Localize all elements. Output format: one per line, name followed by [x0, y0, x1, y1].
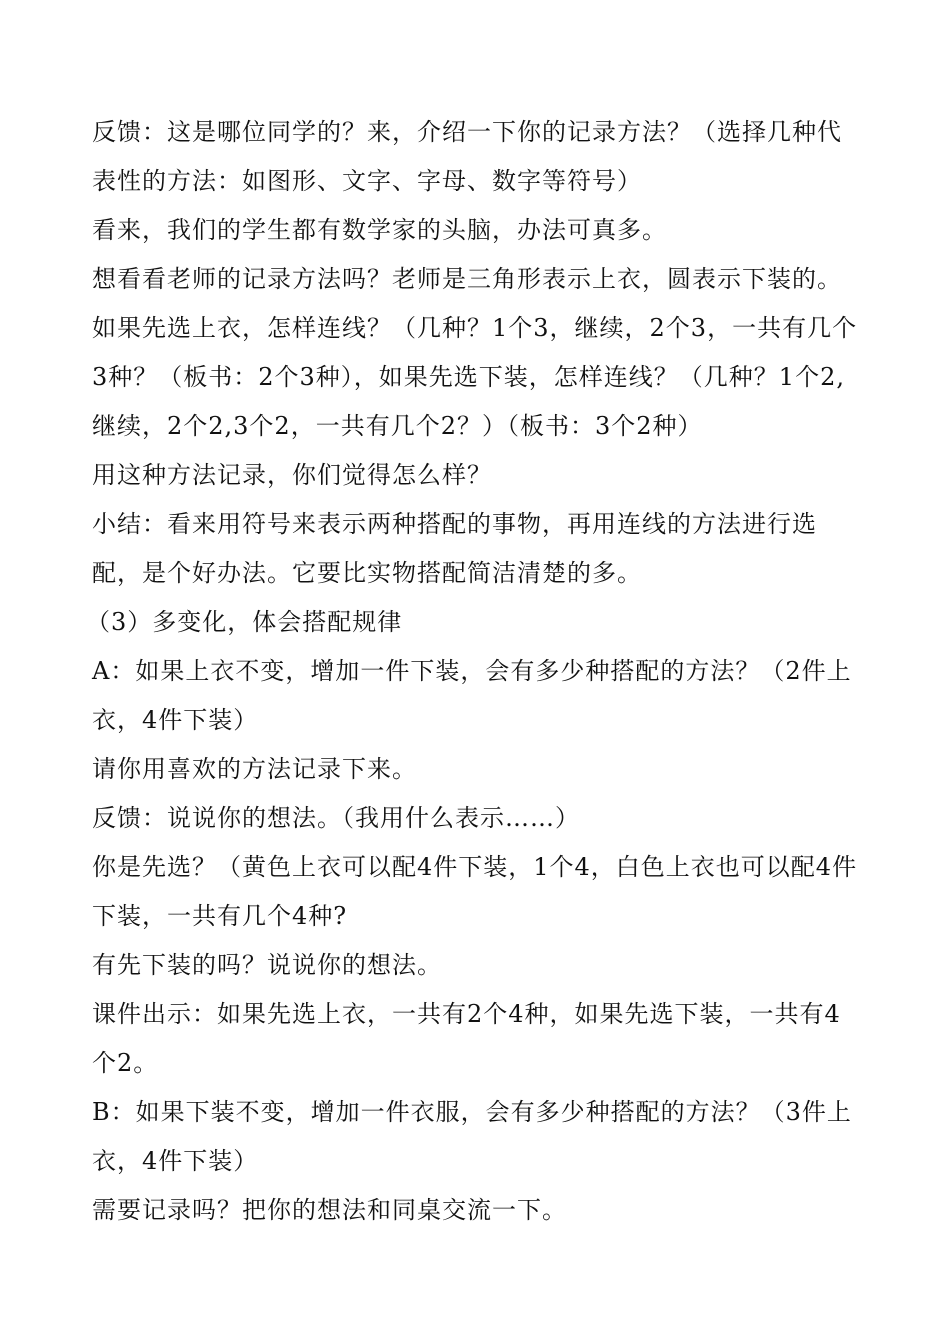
document-body	[86, 108, 862, 1235]
paragraph-case-a: A：如果上衣不变，增加一件下装，会有多少种搭配的方法？（2件上衣，4件下装）	[92, 657, 852, 734]
section-heading-variation: （3）多变化，体会搭配规律	[86, 608, 403, 636]
paragraph-feedback-ideas: 反馈：说说你的想法。（我用什么表示……）	[92, 804, 580, 832]
paragraph-summary: 小结：看来用符号来表示两种搭配的事物，再用连线的方法进行选配，是个好办法。它要比实物搭配简洁清楚的多。	[92, 510, 817, 587]
paragraph-record-prompt: 请你用喜欢的方法记录下来。	[92, 755, 417, 783]
paragraph-case-b: B：如果下装不变，增加一件衣服，会有多少种搭配的方法？（3件上衣，4件下装）	[92, 1098, 852, 1175]
paragraph-connect-lines: 如果先选上衣，怎样连线？（几种？1个3，继续，2个3，一共有几个3种？（板书：2个3种），如果先选下装，怎样连线？（几种？1个2,继续，2个2,3个2，一共有几个2？）（板书：3个2种）	[92, 314, 858, 440]
paragraph-opinion: 用这种方法记录，你们觉得怎么样？	[92, 461, 492, 489]
paragraph-students-ideas: 看来，我们的学生都有数学家的头脑，办法可真多。	[92, 216, 667, 244]
paragraph-first-choice: 你是先选？（黄色上衣可以配4件下装，1个4，白色上衣也可以配4件下装，一共有几个4种?	[92, 853, 858, 930]
paragraph-bottoms-first: 有先下装的吗？说说你的想法。	[92, 951, 442, 979]
paragraph-discuss: 需要记录吗？把你的想法和同桌交流一下。	[92, 1196, 567, 1224]
paragraph-teacher-method: 想看看老师的记录方法吗？老师是三角形表示上衣，圆表示下装的。	[92, 265, 842, 293]
paragraph-courseware: 课件出示：如果先选上衣，一共有2个4种，如果先选下装，一共有4个2。	[92, 1000, 841, 1077]
paragraph-feedback-methods: 反馈：这是哪位同学的？来，介绍一下你的记录方法？（选择几种代表性的方法：如图形、文字、字母、数字等符号）	[92, 118, 842, 195]
